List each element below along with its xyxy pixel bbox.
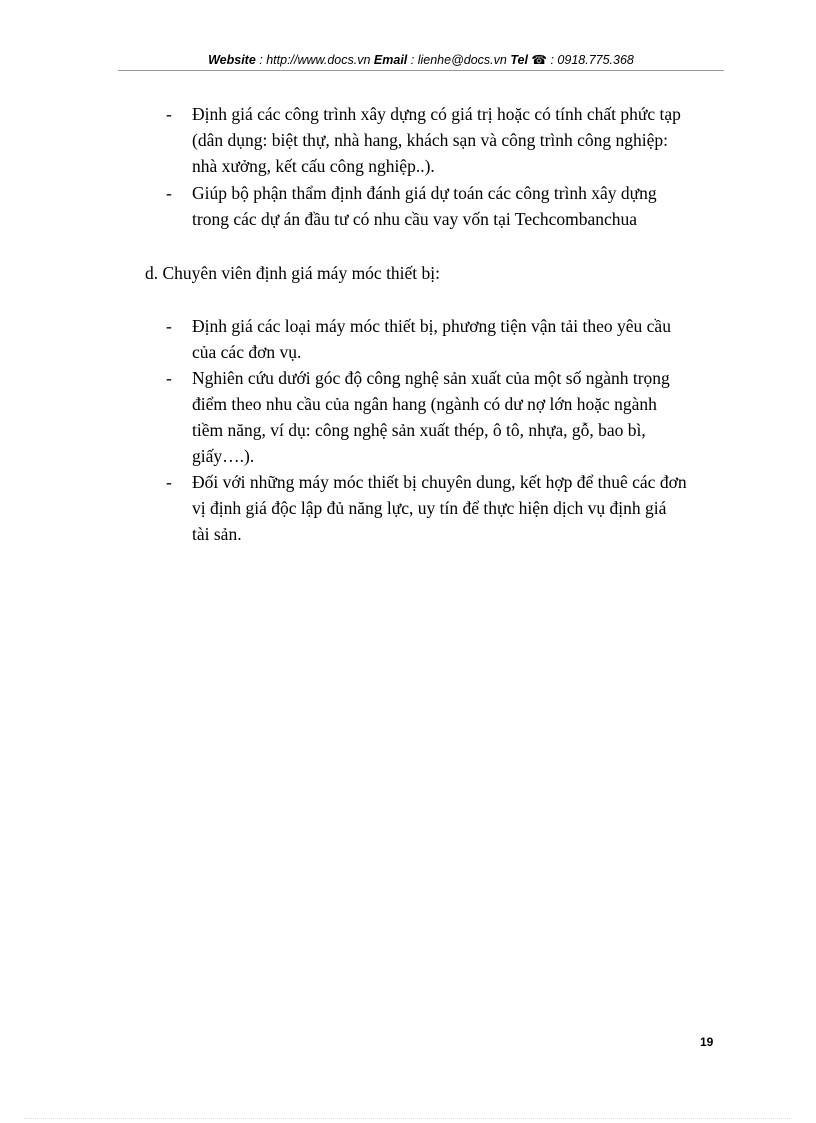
bullet-dash: - <box>166 316 172 336</box>
header-divider <box>118 70 724 71</box>
website-label: Website <box>208 53 256 67</box>
list-item: Định giá các công trình xây dựng có giá trị hoặc có tính chất phức tạp (dân dụng: biệt thự, nhà hang, khách sạn và công trình công nghiệp: nhà xưởng, kết cấu công nghiệp..). <box>192 104 681 176</box>
bullet-dash: - <box>166 368 172 388</box>
bullet-dash: - <box>166 472 172 492</box>
website-url[interactable]: http://www.docs.vn <box>266 53 371 67</box>
email-label: Email <box>373 53 408 67</box>
list-item: Định giá các loại máy móc thiết bị, phương tiện vận tải theo yêu cầu của các đơn vụ. <box>192 316 671 362</box>
page-header: Website : http://www.docs.vn Email : lienhe@docs.vn Tel ☎ : 0918.775.368 <box>208 53 634 67</box>
section-d-heading: d. Chuyên viên định giá máy móc thiết bị: <box>145 263 441 283</box>
tel-value: 0918.775.368 <box>557 53 634 67</box>
bullet-dash: - <box>166 104 172 124</box>
bullet-dash: - <box>166 183 172 203</box>
list-item: Nghiên cứu dưới góc độ công nghệ sản xuất của một số ngành trọng điểm theo nhu cầu của ngân hang (ngành có dư nợ lớn hoặc ngành tiềm năng, ví dụ: công nghệ sản xuất thép, ô tô, nhựa, gỗ, bao bì, giấy….). <box>192 368 670 466</box>
email-value[interactable]: lienhe@docs.vn <box>417 53 507 67</box>
page-number: 19 <box>700 1035 714 1049</box>
list-item: Đối với những máy móc thiết bị chuyên dung, kết hợp để thuê các đơn vị định giá độc lập đủ năng lực, uy tín để thực hiện dịch vụ định giá tài sản. <box>192 472 687 544</box>
tel-label: Tel <box>510 53 528 67</box>
page-bottom-border <box>24 1118 792 1119</box>
list-item: Giúp bộ phận thẩm định đánh giá dự toán các công trình xây dựng trong các dự án đầu tư có nhu cầu vay vốn tại Techcombanchua <box>192 183 657 229</box>
phone-icon: ☎ <box>531 53 547 67</box>
